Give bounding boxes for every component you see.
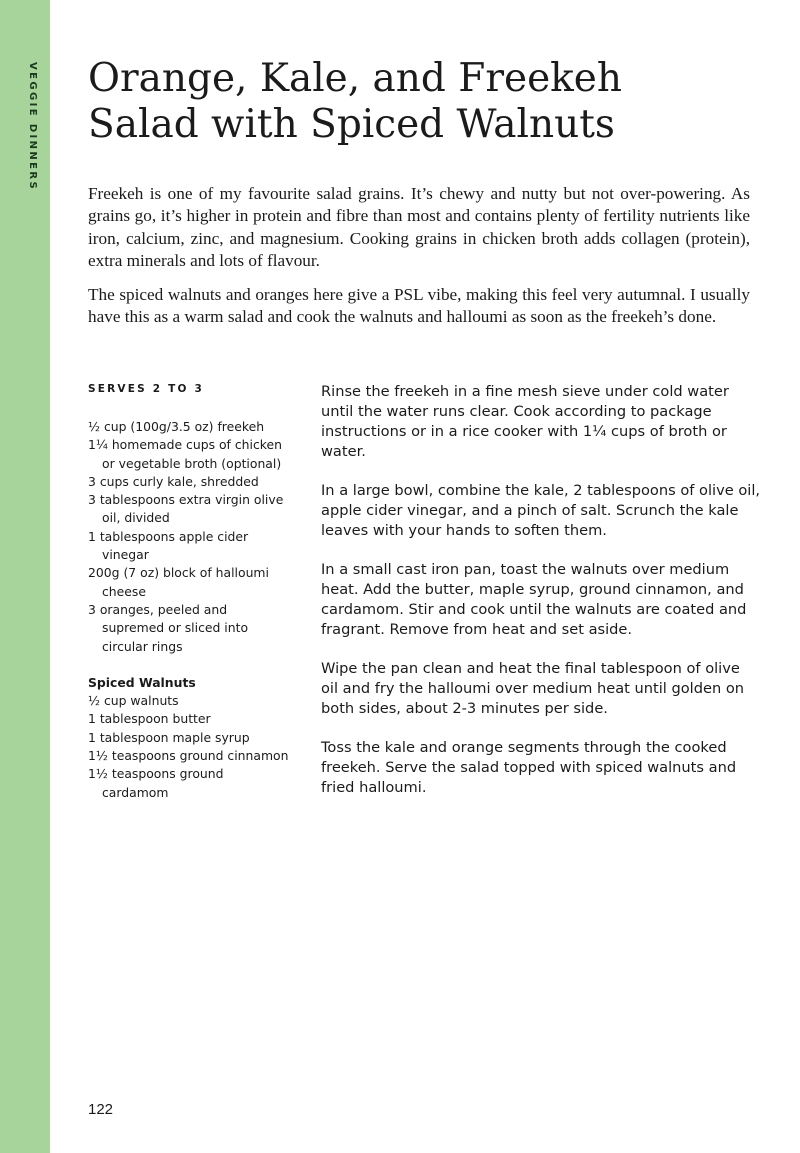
ingredient-item: 3 tablespoons extra virgin olive oil, divided bbox=[88, 492, 284, 526]
serves-label: SERVES 2 TO 3 bbox=[88, 383, 204, 395]
method-column bbox=[321, 382, 761, 817]
method-step: Toss the kale and orange segments through the cooked freekeh. Serve the salad topped with spiced walnuts and fried halloumi. bbox=[321, 739, 737, 796]
method-step: In a small cast iron pan, toast the walnuts over medium heat. Add the butter, maple syrup, ground cinnamon, and cardamom. Stir and cook until the walnuts are coated and fragrant. Remove from heat and set aside. bbox=[321, 561, 747, 638]
ingredient-item: 200g (7 oz) block of halloumi cheese bbox=[88, 565, 269, 599]
recipe-title-line-1: Orange, Kale, and Freekeh bbox=[88, 56, 622, 101]
section-label: VEGGIE DINNERS bbox=[27, 62, 38, 192]
ingredients-list bbox=[88, 418, 293, 656]
intro-paragraph: The spiced walnuts and oranges here give a PSL vibe, making this feel very autumnal. I usually have this as a warm salad and cook the walnuts and halloumi as soon as the freekeh’s done. bbox=[88, 285, 750, 327]
ingredient-item: 3 oranges, peeled and supremed or sliced into circular rings bbox=[88, 601, 249, 654]
recipe-title-line-2: Salad with Spiced Walnuts bbox=[88, 102, 615, 147]
section-side-strip bbox=[0, 0, 50, 1153]
ingredient-item: 1½ teaspoons ground cinnamon bbox=[88, 748, 289, 764]
ingredient-item: 1½ teaspoons ground cardamom bbox=[88, 766, 224, 800]
ingredient-item: ½ cup walnuts bbox=[88, 693, 179, 709]
recipe-intro bbox=[88, 183, 750, 341]
recipe-title bbox=[88, 56, 768, 148]
ingredient-item: 1¼ homemade cups of chicken or vegetable broth (optional) bbox=[88, 437, 282, 471]
ingredient-item: 1 tablespoon maple syrup bbox=[88, 729, 250, 745]
intro-paragraph: Freekeh is one of my favourite salad grains. It’s chewy and nutty but not over-powering. As grains go, it’s higher in protein and fibre than most and contains plenty of fertility nutrients like iron, calcium, zinc, and magnesium. Cooking grains in chicken broth adds collagen (protein), extra minerals and lots of flavour. bbox=[88, 184, 750, 270]
spiced-walnuts-heading: Spiced Walnuts bbox=[88, 674, 196, 690]
ingredient-item: 1 tablespoons apple cider vinegar bbox=[88, 528, 249, 563]
method-step: In a large bowl, combine the kale, 2 tablespoons of olive oil, apple cider vinegar, and a pinch of salt. Scrunch the kale leaves with your hands to soften them. bbox=[321, 482, 761, 539]
method-step: Wipe the pan clean and heat the final tablespoon of olive oil and fry the halloumi over medium heat until golden on both sides, about 2-3 minutes per side. bbox=[321, 660, 745, 717]
spiced-walnuts-list bbox=[88, 692, 293, 802]
ingredient-item: ½ cup (100g/3.5 oz) freekeh bbox=[88, 419, 265, 434]
method-step: Rinse the freekeh in a fine mesh sieve under cold water until the water runs clear. Cook according to package instructions or in a rice cooker with 1¼ cups of broth or water. bbox=[321, 383, 729, 460]
ingredient-item: 1 tablespoon butter bbox=[88, 711, 211, 727]
ingredients-column bbox=[88, 418, 293, 802]
ingredient-item: 3 cups curly kale, shredded bbox=[88, 473, 259, 489]
page-number: 122 bbox=[88, 1101, 114, 1118]
